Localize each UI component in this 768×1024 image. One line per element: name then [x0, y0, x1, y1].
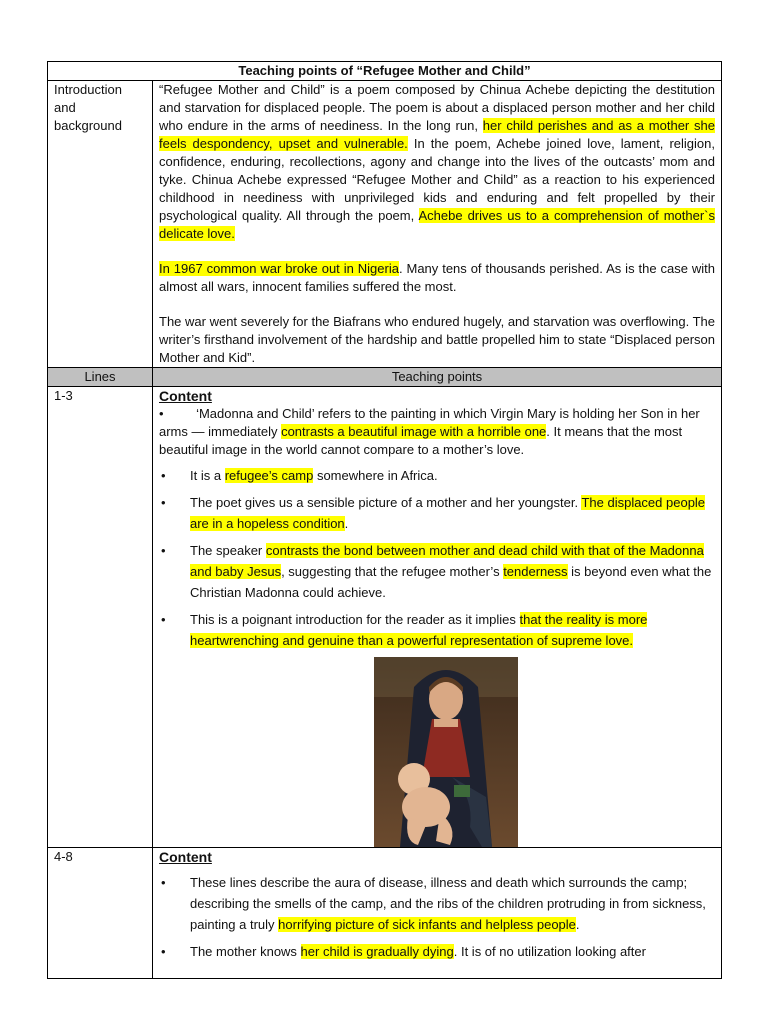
text-run: This is a poignant introduction for the reader as it implies [190, 612, 520, 627]
bullet-icon: • [161, 875, 166, 890]
intro-row [48, 81, 722, 368]
text-run: somewhere in Africa. [313, 468, 438, 483]
section-row-1-3 [48, 387, 722, 848]
column-header-row [48, 368, 722, 387]
table-title: Teaching points of “Refugee Mother and Child” [48, 62, 722, 81]
list-item [159, 405, 715, 459]
intro-label: Introduction and background [48, 81, 153, 368]
highlight: refugee’s camp [224, 468, 314, 483]
lines-header: Lines [48, 368, 153, 387]
text-run: The speaker [190, 543, 266, 558]
highlight: Achebe drives us to a comprehension of mother`s delicate love. [159, 208, 715, 241]
intro-paragraph-2 [159, 260, 715, 296]
bullet-list [159, 465, 715, 651]
bullet-list [159, 872, 715, 962]
highlight: tenderness [503, 564, 568, 579]
section-content [153, 387, 722, 848]
intro-paragraph-3: The war went severely for the Biafrans who endured hugely, and starvation was overflowing. The writer’s firsthand involvement of the hardship and battle propelled him to state “Displaced person Mother and Kid”. [159, 314, 715, 365]
content-heading: Content [159, 388, 212, 404]
section-row-4-8 [48, 848, 722, 979]
text-run: . [344, 516, 349, 531]
highlight: horrifying picture of sick infants and helpless people [278, 917, 576, 932]
text-run: . It is of no utilization looking after [453, 944, 646, 959]
highlight: her child perishes and as a mother she feels despondency, upset and vulnerable. [159, 118, 716, 151]
highlight: contrasts the bond between mother and dead child with that of the Madonna and baby Jesus [190, 543, 704, 579]
text-run: . It means that the most beautiful image in the world cannot compare to a mother’s love. [159, 424, 683, 457]
teaching-points-header: Teaching points [153, 368, 722, 387]
text-run: ‘Madonna and Child’ refers to the painting in which Virgin Mary is holding her Son in her arms — immediately [159, 406, 700, 439]
highlight: her child is gradually dying [300, 944, 454, 959]
text-run: In the poem, Achebe joined love, lament, religion, confidence, enduring, recollections, agony and change into the lives of the outcasts’ mom and tyke. Chinua Achebe expressed “Refugee Mother and Child” as a reaction to his experienced childhood in neediness with unprivileged kids and enduring and felt propelled by their psychological quality. All through the poem, [159, 136, 715, 223]
highlight: The displaced people are in a hopeless condition [190, 495, 706, 531]
teaching-points-table [47, 61, 722, 979]
list-item [159, 492, 715, 534]
bullet-icon: • [159, 406, 164, 421]
text-run: “Refugee Mother and Child” is a poem composed by Chinua Achebe depicting the destitution and starvation for displaced people. The poem is about a displaced person mother and her child who endure in the arms of neediness. In the long run, [159, 82, 715, 133]
intro-paragraph-1 [159, 81, 715, 243]
highlight: contrasts a beautiful image with a horrible one [281, 424, 547, 439]
madonna-and-child-painting-icon [374, 657, 518, 847]
list-item [159, 540, 715, 603]
lines-label: 1-3 [48, 387, 153, 848]
content-heading: Content [159, 849, 212, 865]
list-item [159, 941, 715, 962]
text-run: The mother knows [190, 944, 301, 959]
bullet-icon: • [161, 468, 166, 483]
text-run: , suggesting that the refugee mother’s [281, 564, 504, 579]
lines-label: 4-8 [48, 848, 153, 979]
intro-text [153, 81, 722, 368]
list-item [159, 872, 715, 935]
bullet-icon: • [161, 944, 166, 959]
bullet-icon: • [161, 612, 166, 627]
bullet-icon: • [161, 543, 166, 558]
text-run: . [575, 917, 580, 932]
highlight: that the reality is more heartwrenching and genuine than a powerful representation of supreme love. [190, 612, 648, 648]
section-content [153, 848, 722, 979]
list-item [159, 609, 715, 651]
title-row [48, 62, 722, 81]
bullet-icon: • [161, 495, 166, 510]
highlight: In 1967 common war broke out in Nigeria [159, 261, 399, 276]
text-run: is beyond even what the Christian Madonna could achieve. [190, 564, 712, 600]
text-run: These lines describe the aura of disease, illness and death which surrounds the camp; describing the smells of the camp, and the ribs of the children protruding in from sickness, painting a truly [190, 875, 706, 932]
text-run: The poet gives us a sensible picture of a mother and her youngster. [190, 495, 582, 510]
list-item [159, 465, 715, 486]
text-run: It is a [190, 468, 225, 483]
text-run: . Many tens of thousands perished. As is the case with almost all wars, innocent families suffered the most. [159, 261, 716, 294]
